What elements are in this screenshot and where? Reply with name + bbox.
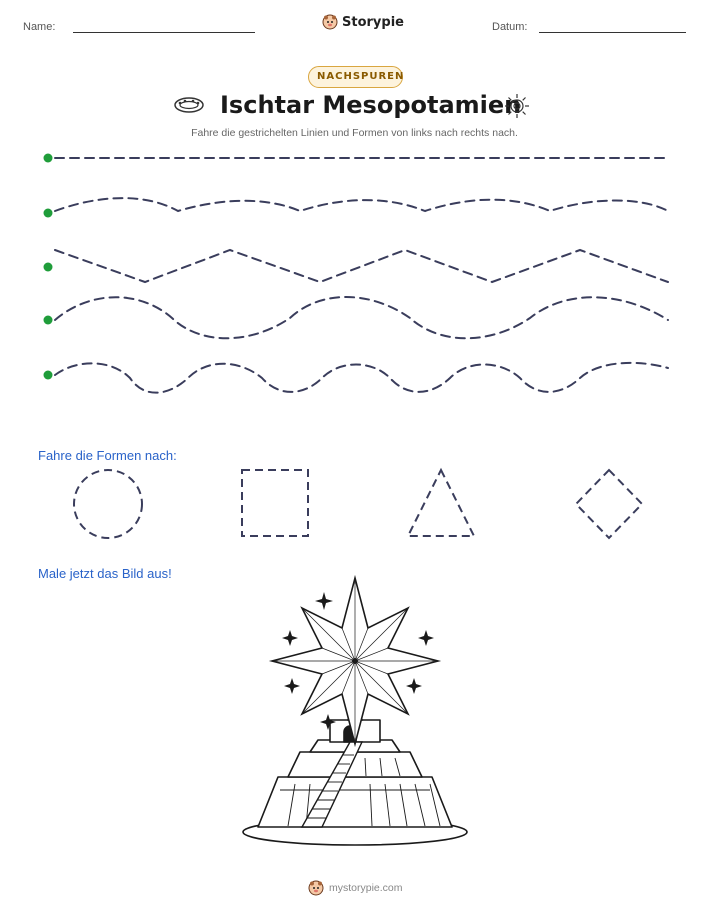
coloring-illustration[interactable] bbox=[240, 572, 470, 850]
start-dot bbox=[44, 371, 53, 380]
date-label: Datum: bbox=[492, 21, 528, 33]
footer bbox=[308, 880, 403, 896]
page-title: Ischtar Mesopotamien bbox=[220, 91, 522, 119]
shape-circle[interactable] bbox=[74, 470, 142, 538]
start-dot bbox=[44, 209, 53, 218]
start-dot bbox=[44, 263, 53, 272]
name-label: Name: bbox=[23, 21, 56, 33]
shape-square[interactable] bbox=[242, 470, 308, 536]
date-field-line[interactable] bbox=[539, 32, 686, 33]
brand-name: Storypie bbox=[342, 14, 404, 30]
bracelet-icon bbox=[172, 93, 206, 117]
tracing-line-zigzag[interactable] bbox=[55, 250, 668, 282]
instructions: Fahre die gestrichelten Linien und Formen von links nach rechts nach. bbox=[191, 127, 518, 139]
storypie-mascot-icon bbox=[322, 14, 338, 30]
footer-url[interactable]: mystorypie.com bbox=[329, 882, 403, 894]
shapes-section-label: Fahre die Formen nach: bbox=[38, 448, 177, 463]
shape-diamond[interactable] bbox=[576, 470, 642, 538]
shapes-area bbox=[0, 462, 709, 552]
coloring-section-label: Male jetzt das Bild aus! bbox=[38, 566, 172, 581]
tracing-badge: NACHSPUREN bbox=[308, 66, 403, 88]
start-dot bbox=[44, 154, 53, 163]
tracing-lines-area bbox=[0, 140, 709, 400]
name-field-line[interactable] bbox=[73, 32, 255, 33]
shape-triangle[interactable] bbox=[408, 470, 474, 536]
tracing-line-bumpy-wave[interactable] bbox=[55, 363, 668, 393]
brand-logo bbox=[322, 14, 404, 30]
start-dot bbox=[44, 316, 53, 325]
storypie-mascot-icon bbox=[308, 880, 324, 896]
tracing-line-wave[interactable] bbox=[55, 297, 668, 338]
tracing-line-gentle-wave[interactable] bbox=[55, 198, 668, 211]
sun-icon bbox=[502, 92, 532, 120]
